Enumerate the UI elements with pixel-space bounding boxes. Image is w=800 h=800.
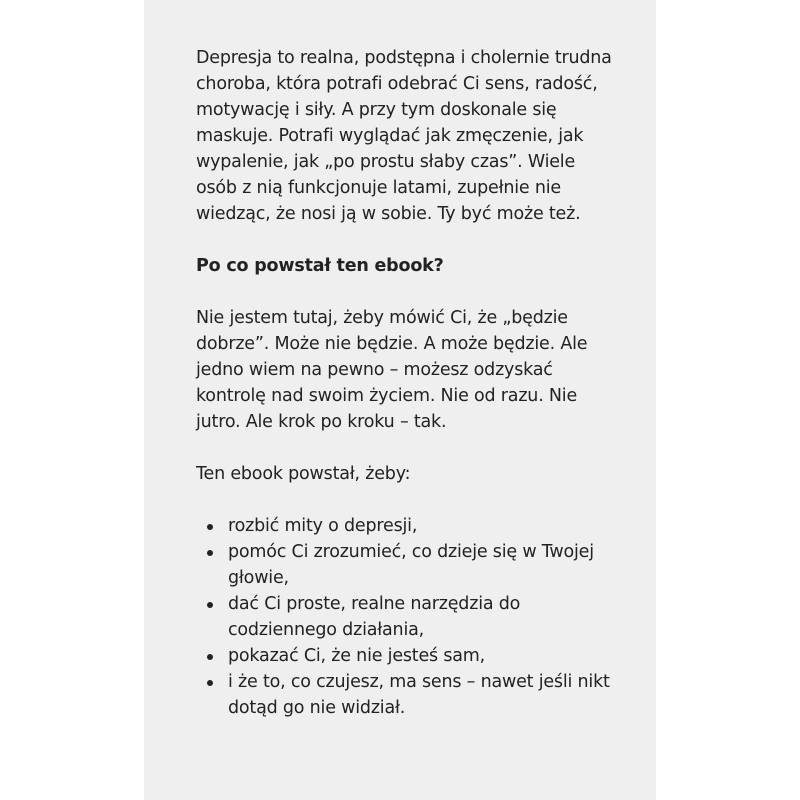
bullet-icon: [207, 602, 213, 608]
list-item: [228, 643, 616, 669]
list-item-text: dać Ci proste, realne narzędzia do codziennego działania,: [228, 594, 521, 640]
list-item: [228, 513, 616, 539]
bullet-icon: [207, 654, 213, 660]
bullet-icon: [207, 680, 213, 686]
list-intro: Ten ebook powstał, żeby:: [196, 464, 411, 484]
list-item-text: i że to, co czujesz, ma sens – nawet jeśli nikt dotąd go nie widział.: [228, 672, 610, 718]
list-item-text: rozbić mity o depresji,: [228, 516, 418, 536]
list-item-text: pokazać Ci, że nie jesteś sam,: [228, 646, 485, 666]
section-heading: Po co powstał ten ebook?: [196, 256, 444, 276]
bullet-list: [196, 513, 616, 721]
page-content: [196, 45, 616, 721]
list-item: [228, 591, 616, 643]
body-paragraph: Nie jestem tutaj, żeby mówić Ci, że „będzie dobrze”. Może nie będzie. A może będzie. Ale jedno wiem na pewno – możesz odzyskać kontrolę nad swoim życiem. Nie od razu. Nie jutro. Ale krok po kroku – tak.: [196, 308, 588, 432]
bullet-icon: [207, 550, 213, 556]
list-item: [228, 539, 616, 591]
list-item: [228, 669, 616, 721]
list-item-text: pomóc Ci zrozumieć, co dzieje się w Twojej głowie,: [228, 542, 594, 588]
ebook-page: [144, 0, 656, 800]
intro-paragraph: Depresja to realna, podstępna i cholernie trudna choroba, która potrafi odebrać Ci sens, radość, motywację i siły. A przy tym doskonale się maskuje. Potrafi wyglądać jak zmęczenie, jak wypalenie, jak „po prostu słaby czas”. Wiele osób z nią funkcjonuje latami, zupełnie nie wiedząc, że nosi ją w sobie. Ty być może też.: [196, 48, 612, 224]
bullet-icon: [207, 524, 213, 530]
